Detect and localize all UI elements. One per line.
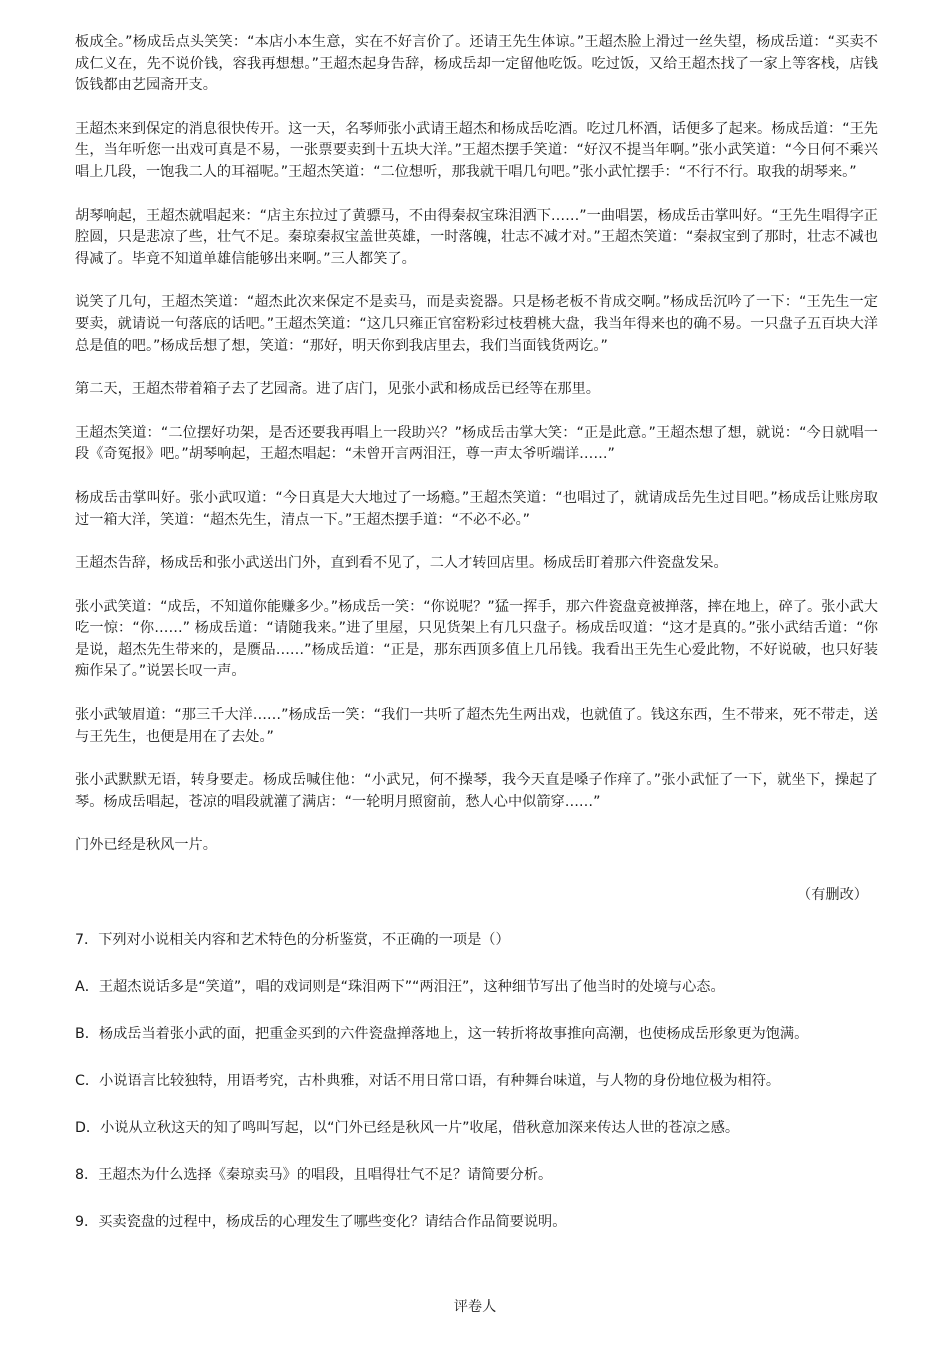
story-section <box>75 32 878 906</box>
story-paragraph-8: 王超杰告辞，杨成岳和张小武送出门外，直到看不见了，二人才转回店里。杨成岳盯着那六件瓷盘发呆。 <box>75 555 728 572</box>
grader-label: 评卷人 <box>453 1299 497 1315</box>
questions-section <box>75 930 878 1233</box>
document-page <box>75 32 878 1233</box>
story-paragraph-6: 王超杰笑道：“二位摆好功架，是否还要我再唱上一段助兴？”杨成岳击掌大笑：“正是此意。”王超杰想了想，就说：“今日就唱一段《奇冤报》吧。”胡琴响起，王超杰唱起：“未曾开言两泪汪，尊一声太爷听端详……” <box>75 424 878 463</box>
story-paragraph-2: 王超杰来到保定的消息很快传开。这一天，名琴师张小武请王超杰和杨成岳吃酒。吃过几杯酒，话便多了起来。杨成岳道：“王先生，当年听您一出戏可真是不易，一张票要卖到十五块大洋。”王超杰摆手笑道：“好汉不提当年啊。”张小武笑道：“今日何不乘兴唱上几段，一饱我二人的耳福呢。”王超杰笑道：“二位想听，那我就干唱几句吧。”张小武忙摆手：“不行不行。取我的胡琴来。” <box>75 120 878 180</box>
question-7-option-c: C．小说语言比较独特，用语考究，古朴典雅，对话不用日常口语，有种舞台味道，与人物的身份地位极为相符。 <box>75 1073 781 1090</box>
story-paragraph-5: 第二天，王超杰带着箱子去了艺园斋。进了店门，见张小武和杨成岳已经等在那里。 <box>75 381 600 398</box>
story-paragraph-9: 张小武笑道：“成岳，不知道你能赚多少。”杨成岳一笑：“你说呢？”猛一挥手，那六件瓷盘竟被掸落，摔在地上，碎了。张小武大吃一惊：“你……” 杨成岳道：“请随我来。”进了里屋，只见货架上有几只盘子。杨成岳叹道：“这才是真的。”张小武结舌道：“你是说，超杰先生带来的，是赝品……”杨成岳道：“正是，那东西顶多值上几吊钱。我看出王先生心爱此物，不好说破，也只好装痴作呆了。”说罢长叹一声。 <box>75 598 878 680</box>
question-7-option-b: B．杨成岳当着张小武的面，把重金买到的六件瓷盘掸落地上，这一转折将故事推向高潮，也使杨成岳形象更为饱满。 <box>75 1026 809 1043</box>
story-paragraph-4: 说笑了几句，王超杰笑道：“超杰此次来保定不是卖马，而是卖瓷器。只是杨老板不肯成交啊。”杨成岳沉吟了一下：“王先生一定要卖，就请说一句落底的话吧。”王超杰笑道：“这几只雍正官窑粉彩过枝碧桃大盘，我当年得来也的确不易。一只盘子五百块大洋总是值的吧。”杨成岳想了想，笑道：“那好，明天你到我店里去，我们当面钱货两讫。” <box>75 294 878 354</box>
question-9: 9．买卖瓷盘的过程中，杨成岳的心理发生了哪些变化？请结合作品简要说明。 <box>75 1214 567 1231</box>
story-paragraph-3: 胡琴响起，王超杰就唱起来：“店主东拉过了黄骠马，不由得秦叔宝珠泪洒下……”一曲唱罢，杨成岳击掌叫好。“王先生唱得字正腔圆，只是悲凉了些，壮气不足。秦琼秦叔宝盖世英雄，一时落魄，壮志不减才对。”王超杰笑道：“秦叔宝到了那时，壮志不减也得减了。毕竟不知道单雄信能够出来啊。”三人都笑了。 <box>75 207 878 267</box>
story-paragraph-10: 张小武皱眉道：“那三千大洋……”杨成岳一笑：“我们一共听了超杰先生两出戏，也就值了。钱这东西，生不带来，死不带走，送与王先生，也便是用在了去处。” <box>75 707 878 745</box>
story-paragraph-7: 杨成岳击掌叫好。张小武叹道：“今日真是大大地过了一场瘾。”王超杰笑道：“也唱过了，就请成岳先生过目吧。”杨成岳让账房取过一箱大洋，笑道：“超杰先生，清点一下。”王超杰摆手道：“不必不必。” <box>75 489 878 528</box>
story-paragraph-11: 张小武默默无语，转身要走。杨成岳喊住他：“小武兄，何不操琴，我今天直是嗓子作痒了。”张小武怔了一下，就坐下，操起了琴。杨成岳唱起，苍凉的唱段就灌了满店：“一轮明月照窗前，愁人心中似箭穿……” <box>75 772 878 810</box>
question-7-option-d: D．小说从立秋这天的知了鸣叫写起，以“门外已经是秋风一片”收尾，借秋意加深来传达人世的苍凉之感。 <box>75 1120 740 1137</box>
story-paragraph-12: 门外已经是秋风一片。 <box>75 837 217 854</box>
question-8: 8．王超杰为什么选择《秦琼卖马》的唱段，且唱得壮气不足？请简要分析。 <box>75 1167 553 1184</box>
source-note: （有删改） <box>797 887 868 904</box>
question-7-option-a: A．王超杰说话多是“笑道”，唱的戏词则是“珠泪两下”“两泪汪”，这种细节写出了他当时的处境与心态。 <box>75 979 725 996</box>
story-paragraph-1: 板成全。”杨成岳点头笑笑：“本店小本生意，实在不好言价了。还请王先生体谅。”王超杰脸上滑过一丝失望，杨成岳道：“买卖不成仁义在，先不说价钱，容我再想想。”王超杰起身告辞，杨成岳却一定留他吃饭。吃过饭，又给王超杰找了一家上等客栈，店钱饭钱都由艺园斋开支。 <box>75 34 878 94</box>
question-7: 7．下列对小说相关内容和艺术特色的分析鉴赏，不正确的一项是（） <box>75 932 510 949</box>
